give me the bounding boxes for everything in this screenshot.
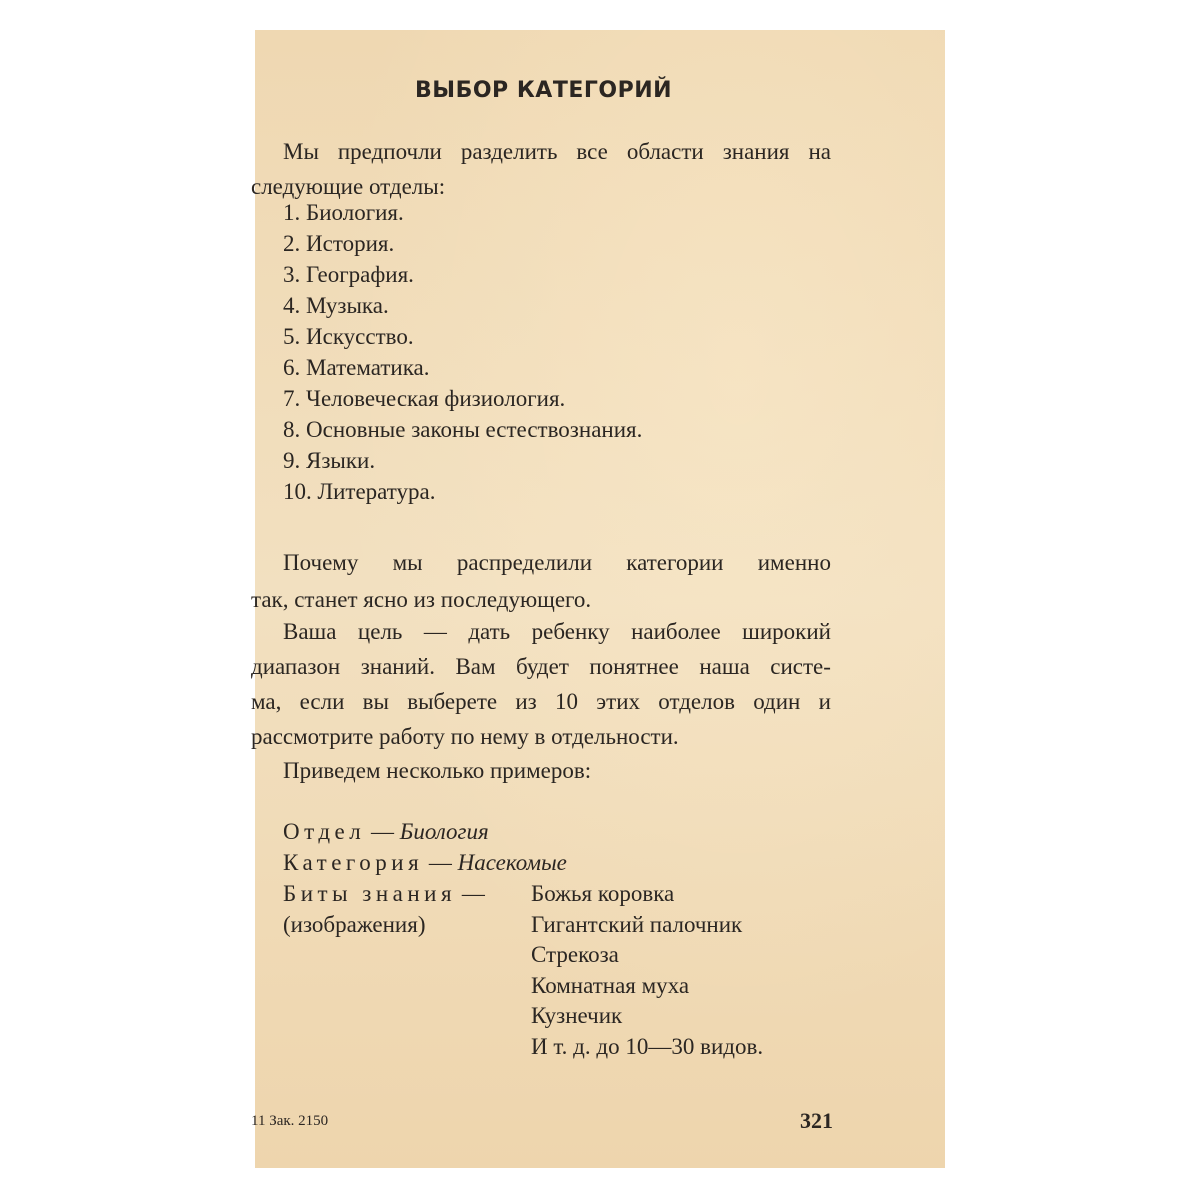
category-item: 3. География.: [283, 262, 414, 287]
word: систе-: [770, 654, 831, 679]
category-item: 9. Языки.: [283, 448, 376, 473]
paragraph3-line-1: [283, 617, 831, 647]
word: наиболее: [631, 619, 721, 644]
word: распределили: [456, 550, 593, 575]
category-label: Категория: [283, 850, 424, 875]
word: Ваша: [283, 619, 337, 644]
word: дать: [468, 619, 511, 644]
word: отделов: [658, 689, 735, 714]
department-dash: —: [365, 819, 400, 844]
paragraph2-line-1: [283, 548, 831, 578]
word: и: [818, 689, 831, 714]
word: будет: [516, 654, 569, 679]
example-bits-row: [283, 879, 485, 909]
book-page: [251, 30, 945, 1168]
word: —: [423, 619, 447, 644]
bit-item: Кузнечик: [531, 1003, 623, 1028]
word: все: [576, 139, 608, 164]
category-item: 10. Литература.: [283, 479, 436, 504]
word: области: [626, 139, 704, 164]
bit-item: Стрекоза: [531, 942, 619, 967]
category-item: 7. Человеческая физиология.: [283, 386, 566, 411]
word: предпочли: [337, 139, 442, 164]
examples-intro: Приведем несколько примеров:: [283, 758, 592, 783]
word: 10: [555, 689, 579, 714]
bit-item: Гигантский палочник: [531, 911, 743, 937]
intro-line-2: следующие отделы:: [251, 174, 446, 199]
word: наша: [699, 654, 750, 679]
word: выберете: [407, 689, 498, 714]
word: один: [753, 689, 801, 714]
category-item: 6. Математика.: [283, 355, 430, 380]
word: ма,: [251, 689, 282, 714]
category-item: 4. Музыка.: [283, 293, 389, 318]
word: вы: [362, 689, 389, 714]
word: на: [808, 139, 831, 164]
paragraph2-line-2: так, станет ясно из последующего.: [251, 587, 592, 612]
example-category-row: [283, 848, 567, 878]
word: мы: [392, 550, 423, 575]
intro-line-1: [283, 137, 831, 167]
department-value: Биология: [399, 819, 489, 844]
word: понятнее: [589, 654, 679, 679]
word: знаний.: [360, 654, 435, 679]
category-item: 2. История.: [283, 231, 395, 256]
word: категории: [626, 550, 724, 575]
example-department-row: [283, 817, 489, 847]
word: этих: [596, 689, 640, 714]
word: Почему: [283, 550, 359, 575]
word: именно: [757, 550, 831, 575]
bit-item: Божья коровка: [531, 881, 675, 906]
word: цель: [357, 619, 403, 644]
category-item: 8. Основные законы естествознания.: [283, 417, 643, 442]
word: из: [515, 689, 537, 714]
paragraph3-line-2: [251, 652, 831, 682]
bits-sublabel: (изображения): [283, 912, 426, 937]
paragraph3-line-4: рассмотрите работу по нему в отдельности.: [251, 724, 679, 749]
paragraph3-line-3: [251, 687, 831, 717]
department-label: Отдел: [283, 819, 366, 844]
bit-item: Комнатная муха: [531, 972, 690, 998]
bit-item: И т. д. до 10—30 видов.: [531, 1033, 764, 1059]
category-value: Насекомые: [457, 850, 567, 875]
word: Мы: [283, 139, 319, 164]
word: если: [299, 689, 345, 714]
word: знания: [722, 139, 790, 164]
word: разделить: [460, 139, 558, 164]
category-dash: —: [423, 850, 458, 875]
word: широкий: [742, 619, 831, 644]
category-item: 5. Искусство.: [283, 324, 414, 349]
page-number: 321: [800, 1108, 833, 1133]
word: диапазон: [251, 654, 341, 679]
word: ребенку: [531, 619, 610, 644]
bits-dash: —: [456, 881, 485, 906]
page-title: ВЫБОР КАТЕГОРИЙ: [415, 78, 673, 103]
category-item: 1. Биология.: [283, 200, 404, 225]
print-order-note: 11 Зак. 2150: [251, 1113, 329, 1129]
word: Вам: [455, 654, 496, 679]
bits-label: Биты знания: [283, 881, 457, 906]
